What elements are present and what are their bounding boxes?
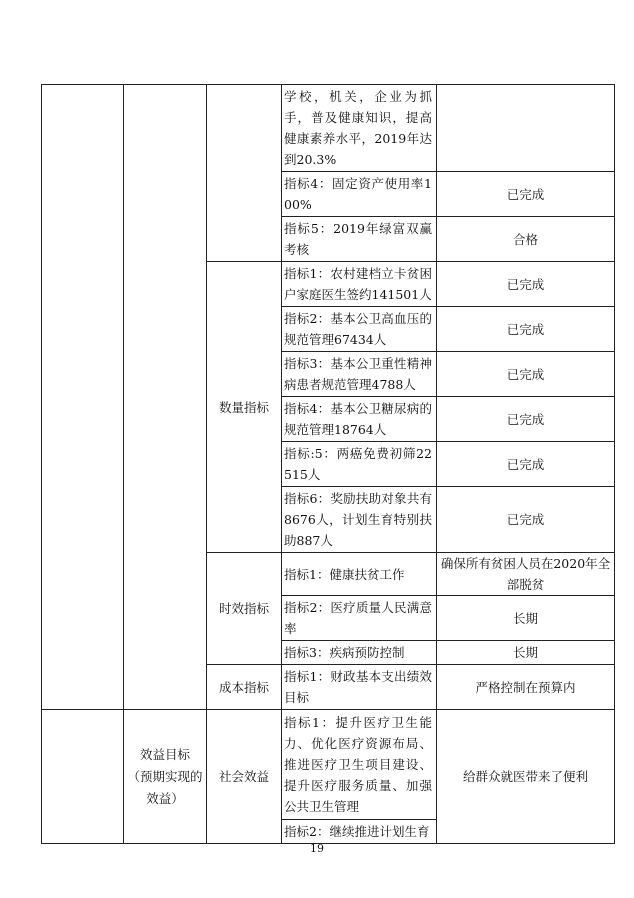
indicator-cell: 指标1：提升医疗卫生能力、优化医疗资源布局、推进医疗卫生项目建设、提升医疗服务质量、加强公共卫生管理 [282, 710, 437, 820]
table-row [42, 85, 615, 172]
indicator-cell: 指标1：健康扶贫工作 [282, 553, 437, 596]
benefit-target-line: （预期实现的 [127, 768, 203, 784]
indicator-cell: 学校，机关，企业为抓手，普及健康知识，提高健康素养水平，2019年达到20.3% [282, 85, 437, 172]
value-cell: 给群众就医带来了便利 [437, 710, 615, 844]
value-cell: 长期 [437, 596, 615, 641]
value-cell: 确保所有贫困人员在2020年全部脱贫 [437, 553, 615, 596]
indicator-cell: 指标3：疾病预防控制 [282, 641, 437, 665]
value-cell: 合格 [437, 217, 615, 262]
category-timeliness: 时效指标 [207, 553, 282, 665]
benefit-target-line: 效益目标 [139, 746, 190, 762]
indicator-cell: 指标4：基本公卫糖尿病的规范管理18764人 [282, 397, 437, 442]
value-cell [437, 85, 615, 172]
value-cell: 已完成 [437, 397, 615, 442]
indicator-cell: 指标5：2019年绿富双赢考核 [282, 217, 437, 262]
blank-col-2-cell [124, 85, 207, 710]
value-cell: 严格控制在预算内 [437, 665, 615, 710]
blank-category-cell [207, 85, 282, 262]
indicator-cell: 指标3：基本公卫重性精神病患者规范管理4788人 [282, 352, 437, 397]
value-cell: 已完成 [437, 487, 615, 553]
indicator-cell: 指标2：医疗质量人民满意率 [282, 596, 437, 641]
benefit-target-label [124, 710, 207, 844]
page-number: 19 [310, 842, 324, 855]
indicator-cell: 指标6：奖励扶助对象共有8676人，计划生育特别扶助887人 [282, 487, 437, 553]
category-quantity: 数量指标 [207, 262, 282, 553]
benefit-target-line: 效益） [146, 790, 184, 806]
blank-col-1-cell [42, 85, 124, 710]
table-row [42, 710, 615, 820]
category-social: 社会效益 [207, 710, 282, 844]
blank-col-1-cell [42, 710, 124, 844]
value-cell: 已完成 [437, 262, 615, 307]
indicator-cell: 指标2：继续推进计划生育 [282, 820, 437, 844]
indicator-cell: 指标1：财政基本支出绩效目标 [282, 665, 437, 710]
indicator-cell: 指标4：固定资产使用率100% [282, 172, 437, 217]
value-cell: 已完成 [437, 442, 615, 487]
value-cell: 长期 [437, 641, 615, 665]
value-cell: 已完成 [437, 352, 615, 397]
category-cost: 成本指标 [207, 665, 282, 710]
value-cell: 已完成 [437, 172, 615, 217]
performance-table [41, 84, 615, 844]
indicator-cell: 指标1：农村建档立卡贫困户家庭医生签约141501人 [282, 262, 437, 307]
indicator-cell: 指标:5：两癌免费初筛22515人 [282, 442, 437, 487]
indicator-cell: 指标2：基本公卫高血压的规范管理67434人 [282, 307, 437, 352]
value-cell: 已完成 [437, 307, 615, 352]
